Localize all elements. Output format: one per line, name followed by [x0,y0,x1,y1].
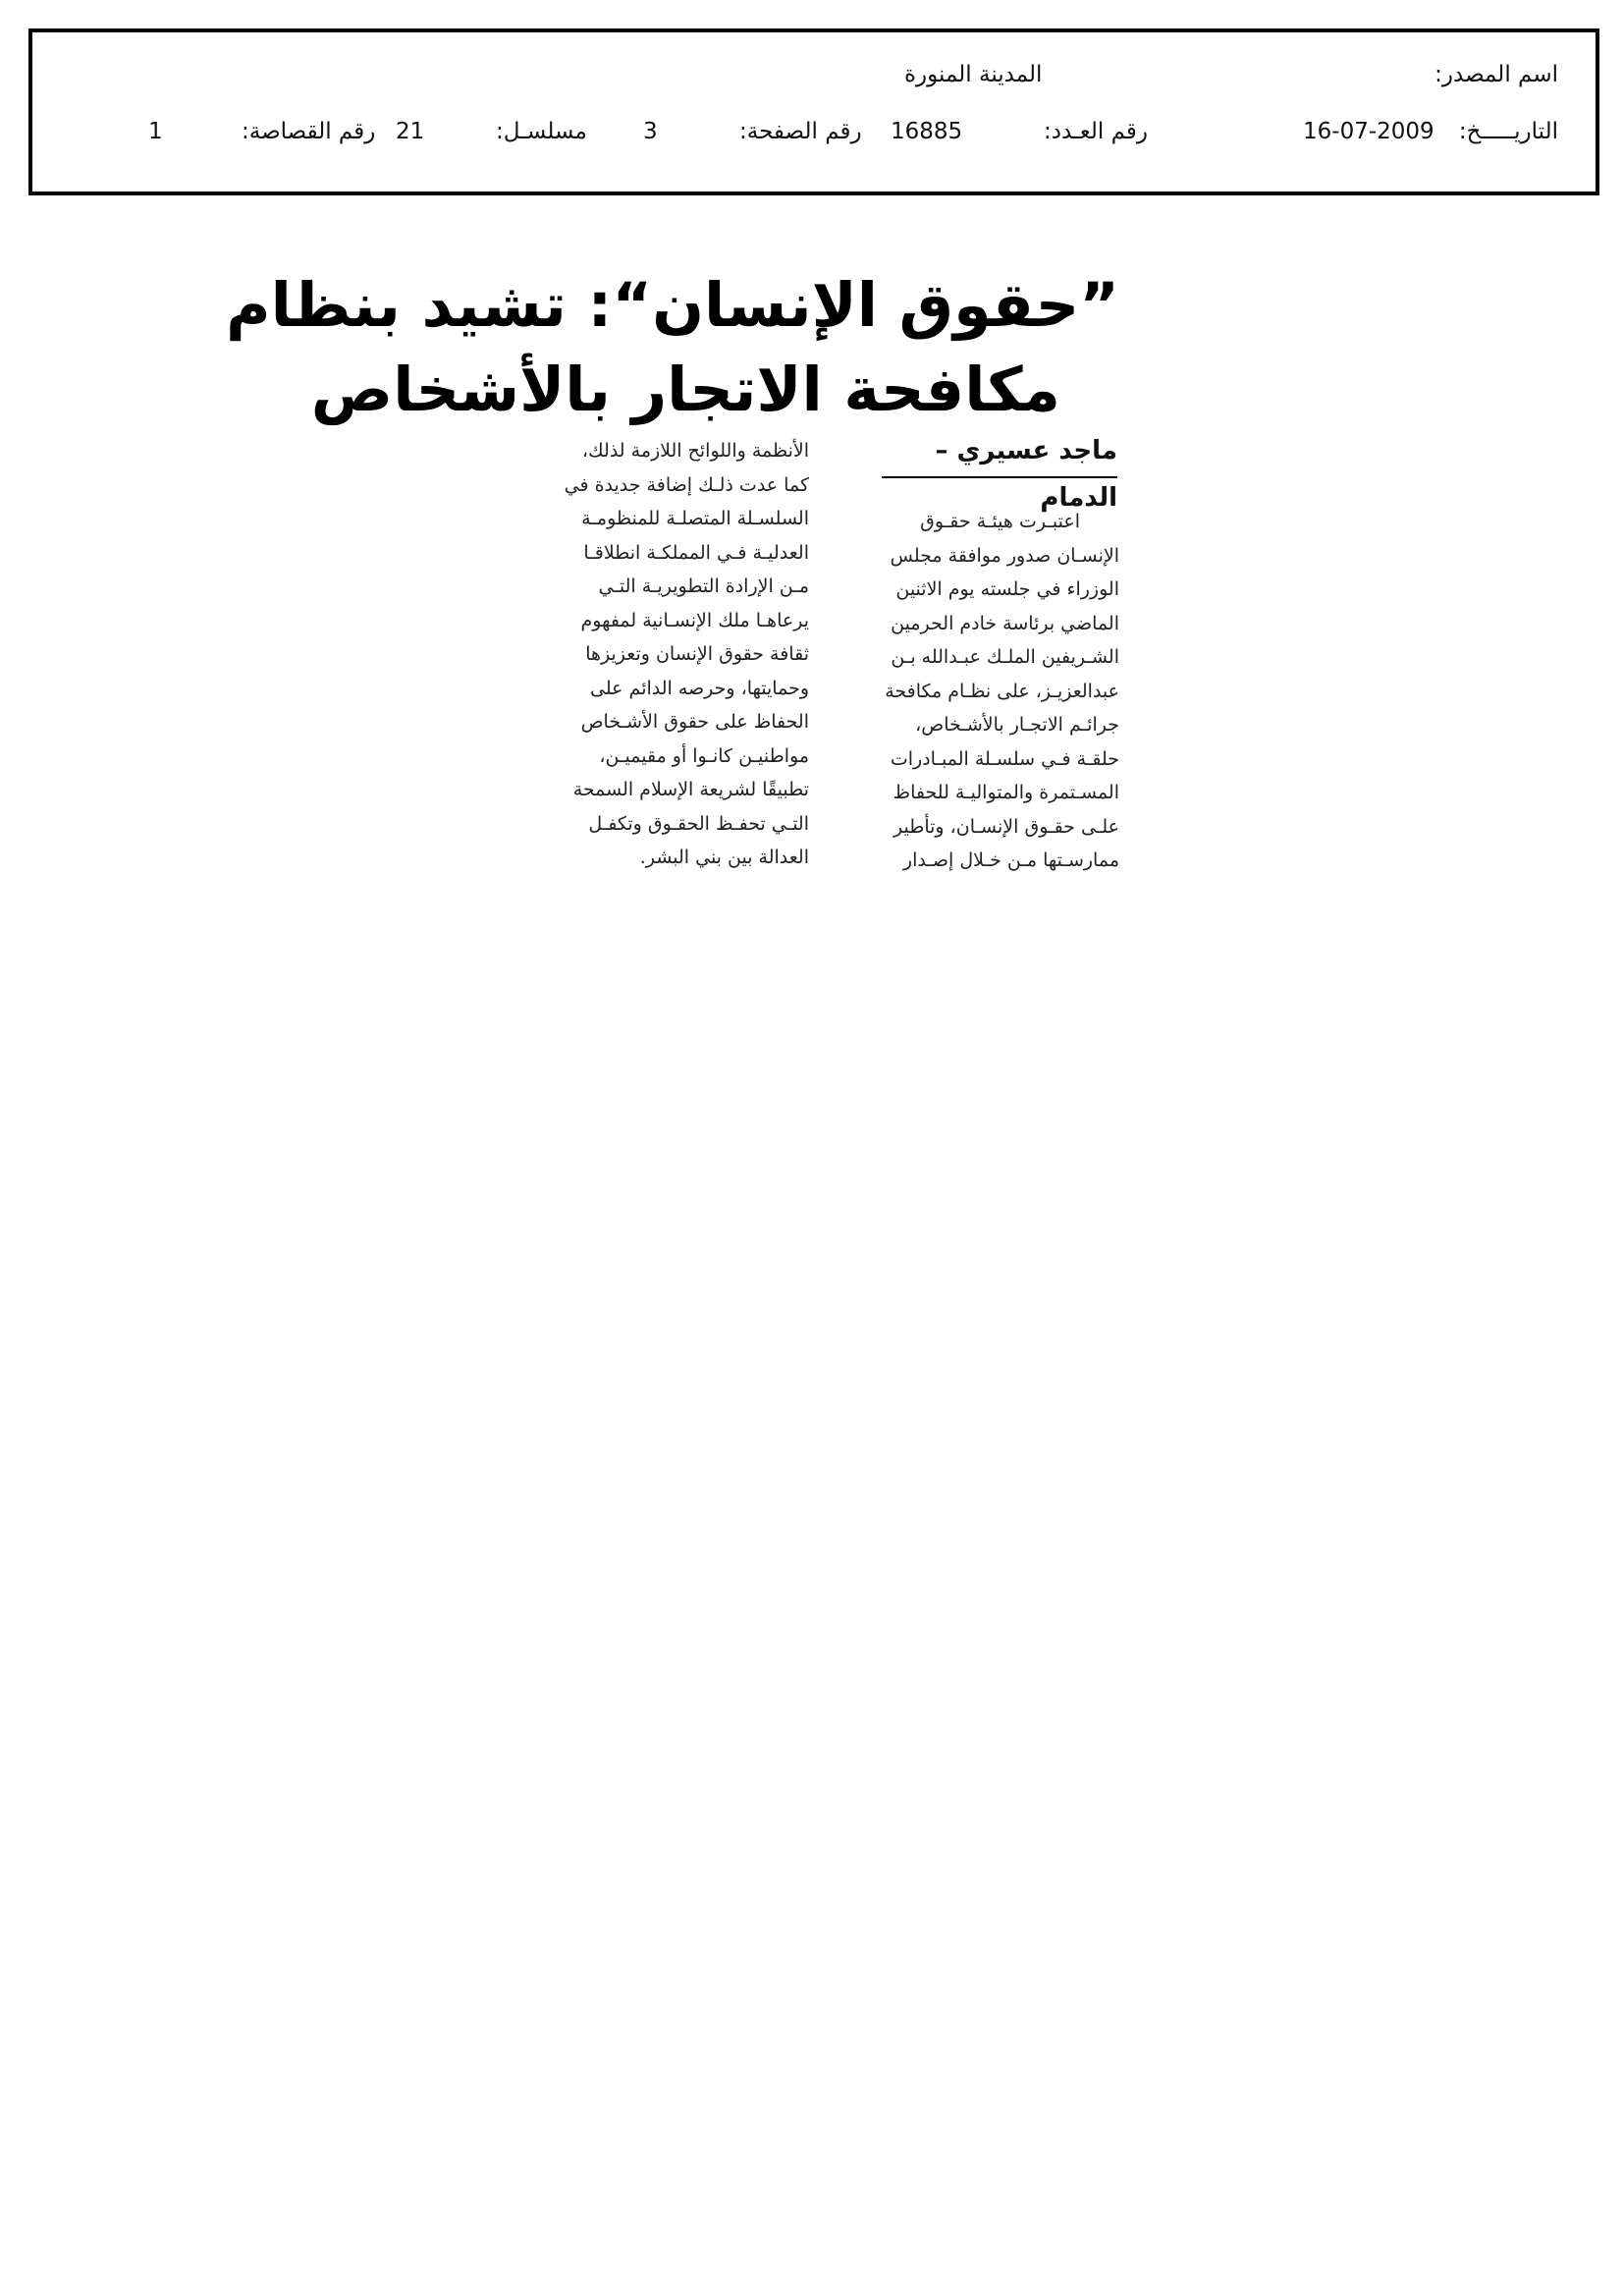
headline-line-1: ”حقوق الإنسان“: تشيد بنظام [226,269,1119,341]
text-line: التـي تحفـظ الحقـوق وتكفـل [588,812,809,835]
issue-label: رقم العـدد: [1044,119,1149,144]
text-line: الأنظمة واللوائح اللازمة لذلك، [581,440,809,462]
text-line: السلسـلة المتصلـة للمنظومـة [581,508,809,529]
page-label: رقم الصفحة: [739,119,862,144]
document-header [28,28,1599,195]
text-line: حلقـة فـي سلسـلة المبـادرات [890,747,1119,770]
headline-line-2: مكافحة الاتجار بالأشخاص [310,354,1060,425]
text-line: تطبيقًا لشريعة الإسلام السمحة [572,779,809,800]
text-line: الحفاظ على حقوق الأشـخاص [580,711,809,733]
text-line: ممارسـتها مـن خـلال إصـدار [902,849,1119,871]
text-line: الماضي برئاسة خادم الحرمين [891,612,1119,634]
text-line: جرائـم الاتجـار بالأشـخاص، [915,714,1119,736]
page-value: 3 [643,119,658,144]
serial-value: 21 [396,119,425,144]
text-line: الوزراء في جلسته يوم الاثنين [895,578,1119,600]
text-line: الإنسـان صدور موافقة مجلس [890,544,1119,567]
text-line: الشـريفين الملـك عبـدالله بـن [891,646,1119,668]
text-line: المسـتمرة والمتواليـة للحفاظ [893,782,1119,803]
text-line: العدالة بين بني البشر. [639,847,809,868]
text-line: علـى حقـوق الإنسـان، وتأطير [893,815,1119,838]
date-value: 16-07-2009 [1303,119,1434,144]
text-line: يرعاهـا ملك الإنسـانية لمفهوم [580,609,809,631]
serial-label: مسلسـل: [496,119,587,144]
clipping-value: 1 [148,119,163,144]
column-left [518,434,809,875]
byline: ماجد عسيري – الدمام [882,427,1117,478]
text-line: وحمايتها، وحرصه الدائم على [590,677,809,699]
text-line: كما عدت ذلـك إضافة جديدة في [564,473,809,496]
clipping-label: رقم القصاصة: [242,119,376,144]
text-line: العدليـة فـي المملكـة انطلاقـا [583,541,809,564]
source-value: المدينة المنورة [904,62,1043,87]
text-line: ثقافة حقوق الإنسان وتعزيزها [585,643,809,665]
text-line: عبدالعزيـز، على نظـام مكافحة [885,680,1119,702]
column-right [831,505,1119,878]
date-label: التاريـــــخ: [1458,119,1558,144]
issue-value: 16885 [891,119,963,144]
text-line: مـن الإرادة التطويريـة التـي [598,575,809,597]
source-label: اسم المصدر: [1434,62,1558,87]
text-line: اعتبـرت هيئـة حقـوق [920,511,1080,532]
text-line: مواطنيـن كانـوا أو مقيميـن، [599,744,809,767]
